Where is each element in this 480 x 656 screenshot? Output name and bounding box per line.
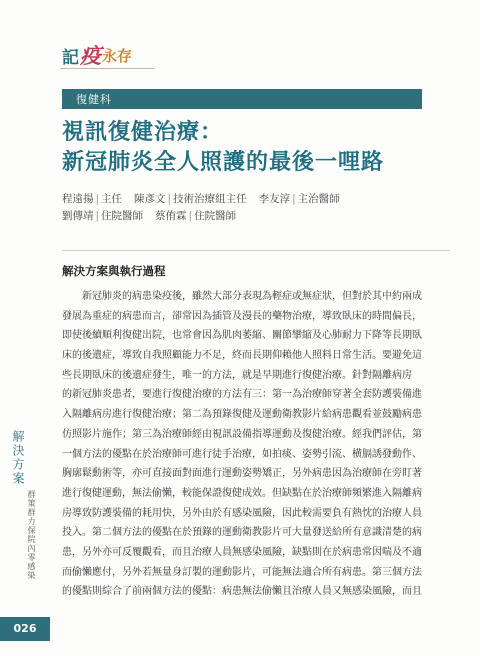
- logo-char-2: 疫: [80, 43, 101, 68]
- title-line-2: 新冠肺炎全人照護的最後一哩路: [62, 149, 385, 175]
- body-line: 投入。第二個方法的優點在於預錄的運動衛教影片可大量發送給所有意識清楚的病: [62, 527, 422, 539]
- body-line: 患，另外亦可反覆觀看，而且治療人員無感染風險，缺點則在於病患常因喘及不適: [62, 546, 422, 558]
- department-label: 復健科: [76, 93, 112, 106]
- body-line: 發展為重症的病患而言，卻常因為插管及漫長的藥物治療，導致臥床的時間偏長，: [62, 310, 422, 322]
- body-line: 床的後遺症，導致自我照顧能力不足，終而長期仰賴他人照料日常生活。要避免這: [62, 350, 422, 362]
- body-line: 些長期臥床的後遺症發生，唯一的方法，就是早期進行復健治療。針對隔離病房: [62, 369, 412, 381]
- author-4: 劉傳靖 | 住院醫師: [62, 210, 144, 222]
- author-row-2: [62, 208, 352, 225]
- body-line: 新冠肺炎的病患染疫後，雖然大部分表現為輕症或無症狀，但對於其中約兩成: [62, 291, 422, 302]
- body-line: 入隔離病房進行復健治療；第二為預錄復健及運動衛教影片給病患觀看並鼓勵病患: [62, 409, 422, 421]
- body-line: 而偷懶應付，另外若無量身訂製的運動影片，可能無法適合所有病患。第三個方法: [62, 566, 422, 578]
- article-title: [62, 117, 442, 177]
- side-tab-subtitle: 群策群力保院內零感染: [27, 490, 36, 580]
- logo-char-3: 永存: [102, 46, 133, 65]
- page-number: 026: [0, 617, 50, 641]
- author-5: 蔡侑霖 | 住院醫師: [155, 210, 237, 222]
- body-line: 胸廓鬆動術等，亦可直接面對面進行運動姿勢矯正，另外病患因為治療師在旁盯著: [62, 468, 422, 480]
- body-line: 的優點則綜合了前兩個方法的優點：病患無法偷懶且治療人員又無感染風險，而且: [62, 586, 422, 598]
- body-line: 仿照影片施作；第三為治療師經由視訊設備指導運動及復健治療。經我們評估，第: [62, 428, 422, 440]
- title-line-1: 視訊復健治療：: [62, 119, 224, 145]
- publication-logo: [62, 40, 132, 70]
- author-list: [62, 191, 352, 225]
- body-line: 即使後續順利復健出院，也常會因為肌肉萎縮、關節攣縮及心肺耐力下降等長期臥: [62, 330, 422, 342]
- body-line: 進行復健運動，無法偷懶，較能保證復健成效。但缺點在於治療師頻繁進入隔離病: [62, 487, 422, 499]
- department-bar: [62, 89, 422, 109]
- section-heading: 解決方案與執行過程: [62, 264, 166, 278]
- section-divider: [62, 250, 450, 251]
- author-1: 程遠揚 | 主任: [62, 193, 123, 205]
- logo-underline: [60, 68, 155, 69]
- author-3: 李友淳 | 主治醫師: [258, 193, 340, 205]
- body-line: 一個方法的優點在於治療師可進行徒手治療，如拍痰、姿勢引流、横膈誘發動作、: [62, 448, 422, 460]
- body-line: 房導致防護裝備的耗用快，另外由於有感染風險，因此較需要負有熱忱的治療人員: [62, 507, 422, 519]
- author-row-1: [62, 191, 352, 208]
- logo-char-1: 記: [62, 47, 79, 68]
- side-section-tab: [0, 420, 52, 628]
- side-tab-title: 解決方案: [11, 430, 25, 486]
- body-text: [62, 287, 426, 602]
- author-2: 陳彥文 | 技術治療組主任: [134, 193, 247, 205]
- body-line: 的新冠肺炎患者，要進行復健治療的方法有三：第一為治療師穿著全套防護裝備進: [62, 389, 422, 401]
